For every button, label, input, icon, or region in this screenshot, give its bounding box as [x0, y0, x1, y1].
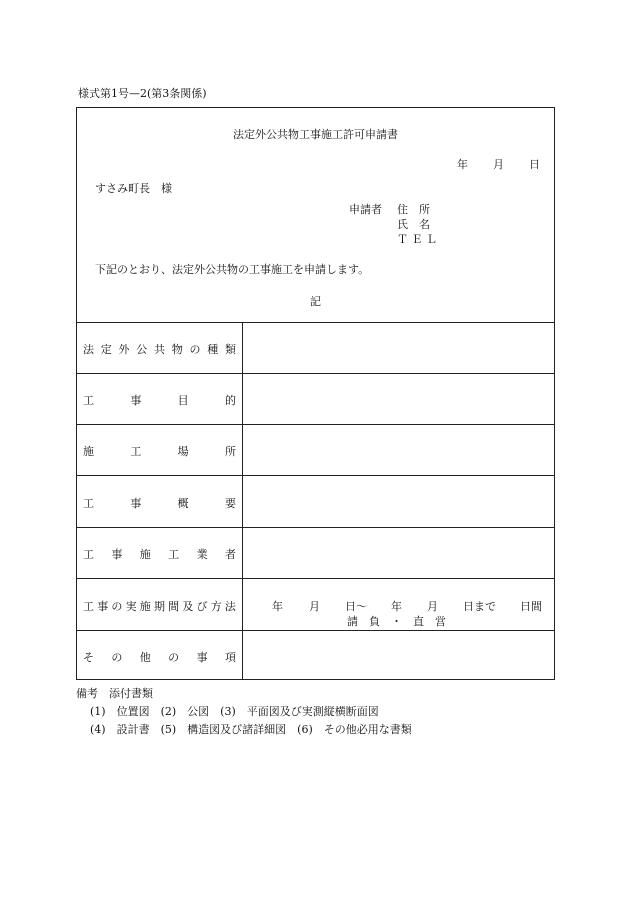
label-char: の	[189, 343, 201, 356]
name-label: 氏 名	[397, 218, 430, 231]
intro-text: 下記のとおり、法定外公共物の工事施工を申請します。	[95, 263, 370, 276]
label-char: 事	[130, 394, 142, 407]
row-label-contractor	[83, 546, 236, 562]
row-divider	[77, 373, 554, 374]
ki-mark: 記	[310, 295, 321, 308]
label-char: 法	[224, 600, 236, 613]
label-char: 者	[224, 548, 236, 561]
label-char: 概	[177, 497, 189, 510]
row-divider	[77, 630, 554, 631]
label-char: 定	[100, 343, 112, 356]
label-char: の	[168, 651, 180, 664]
column-divider	[242, 322, 243, 679]
row-divider	[77, 322, 554, 323]
label-char: 施	[139, 548, 151, 561]
label-char: 場	[177, 445, 189, 458]
label-char: 公	[136, 343, 148, 356]
remarks-heading: 備考 添付書類	[76, 687, 153, 700]
period-month-end: 月	[427, 600, 438, 613]
application-form	[76, 107, 555, 680]
label-char: 事	[97, 600, 109, 613]
label-char: 項	[224, 651, 236, 664]
label-char: 工	[83, 548, 94, 561]
row-divider	[77, 527, 554, 528]
label-char: の	[111, 651, 123, 664]
date-day: 日	[529, 158, 540, 171]
period-month-start: 月	[309, 600, 320, 613]
label-char: の	[111, 600, 123, 613]
row-divider	[77, 578, 554, 579]
method-options: 請 負 ・ 直 営	[347, 615, 446, 628]
tel-label: Ｔ Ｅ Ｌ	[397, 233, 437, 246]
period-days: 日間	[520, 600, 542, 613]
label-char: 実	[125, 600, 137, 613]
label-char: び	[196, 600, 208, 613]
label-char: 事	[196, 651, 208, 664]
addressee: すさみ町長 様	[95, 182, 172, 195]
period-year-start: 年	[272, 600, 283, 613]
date-month: 月	[493, 158, 504, 171]
label-char: 他	[139, 651, 151, 664]
label-char: 物	[171, 343, 183, 356]
label-char: 目	[177, 394, 189, 407]
label-char: 工	[83, 600, 94, 613]
period-day-end: 日まで	[463, 600, 496, 613]
label-char: 施	[139, 600, 151, 613]
row-label-other	[83, 649, 236, 665]
label-char: 工	[83, 497, 94, 510]
row-label-period	[83, 598, 236, 614]
remarks-line-1: (1) 位置図 (2) 公図 (3) 平面図及び実測縦横断面図	[90, 705, 379, 718]
period-day-start: 日〜	[345, 600, 367, 613]
period-year-end: 年	[391, 600, 402, 613]
label-char: 法	[83, 343, 94, 356]
label-char: 工	[168, 548, 180, 561]
label-char: 間	[168, 600, 180, 613]
label-char: 所	[224, 445, 236, 458]
label-char: 及	[182, 600, 194, 613]
form-title: 法定外公共物工事施工許可申請書	[233, 128, 398, 141]
label-char: 要	[224, 497, 236, 510]
label-char: そ	[83, 651, 94, 664]
applicant-role: 申請者	[349, 203, 382, 216]
label-char: 種	[207, 343, 219, 356]
row-divider	[77, 475, 554, 476]
address-label: 住 所	[397, 203, 430, 216]
label-char: 事	[130, 497, 142, 510]
row-label-kind	[83, 341, 236, 357]
label-char: 業	[196, 548, 208, 561]
form-number: 様式第1号—2(第3条関係)	[78, 87, 207, 100]
row-label-purpose	[83, 392, 236, 408]
label-char: 施	[83, 445, 94, 458]
label-char: 共	[154, 343, 165, 356]
label-char: 方	[210, 600, 222, 613]
row-label-location	[83, 443, 236, 459]
label-char: 期	[153, 600, 165, 613]
row-label-overview	[83, 495, 236, 511]
label-char: 外	[118, 343, 130, 356]
label-char: 的	[224, 394, 236, 407]
label-char: 事	[111, 548, 123, 561]
label-char: 工	[83, 394, 94, 407]
row-divider	[77, 424, 554, 425]
label-char: 類	[225, 343, 236, 356]
date-year: 年	[457, 158, 468, 171]
remarks-line-2: (4) 設計書 (5) 構造図及び諸詳細図 (6) その他必用な書類	[90, 723, 412, 736]
label-char: 工	[130, 445, 142, 458]
